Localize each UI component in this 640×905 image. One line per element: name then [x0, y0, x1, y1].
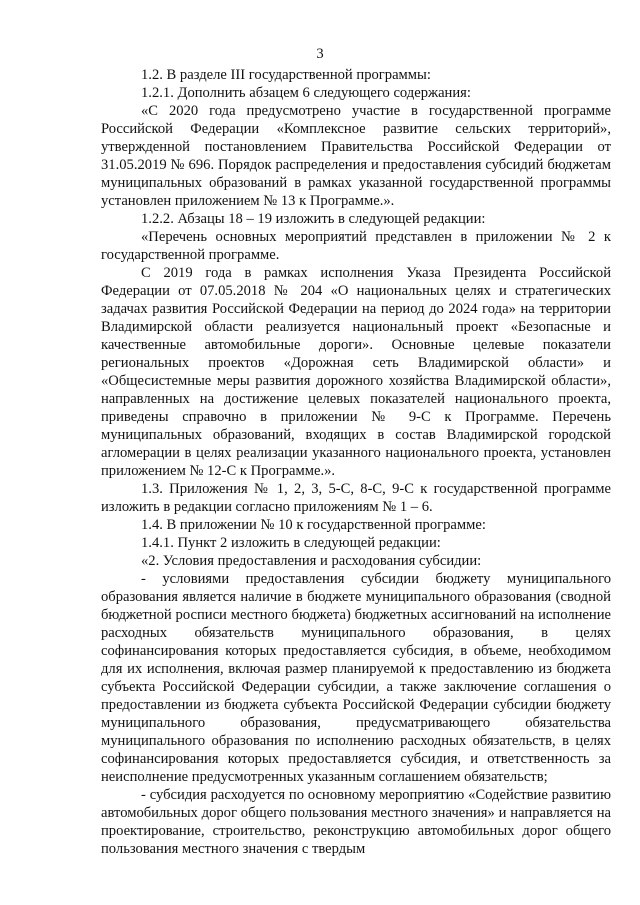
paragraph-1-2-1: 1.2.1. Дополнить абзацем 6 следующего содержания:	[141, 85, 471, 101]
paragraph-condition-budget: - условиями предоставления субсидии бюджету муниципального образования является наличие в бюджете муниципального образования (сводной бюджетной росписи местного бюджета) бюджетных ассигнований на исполнение расходных обязательств муниципального образования, в целях софинансирования которых предоставляется субсидия, в объеме, необходимом для их исполнения, включая размер планируемой к предоставлению из бюджета субъекта Российской Федерации субсидии, а также заключение соглашения о предоставлении из бюджета субъекта Российской Федерации субсидии бюджету муниципального образования, предусматривающего обязательства муниципального образования по исполнению расходных обязательств, в целях софинансирования которых предоставляется субсидия, и ответственность за неисполнение предусмотренных указанным соглашением обязательств;	[101, 571, 611, 785]
paragraph-1-4: 1.4. В приложении № 10 к государственной программе:	[141, 517, 486, 533]
paragraph-1-2: 1.2. В разделе III государственной программы:	[141, 67, 431, 83]
paragraph-1-4-1: 1.4.1. Пункт 2 изложить в следующей редакции:	[141, 535, 441, 551]
paragraph-1-3: 1.3. Приложения № 1, 2, 3, 5-С, 8-С, 9-С к государственной программе изложить в редакции согласно приложениям № 1 – 6.	[101, 481, 611, 515]
paragraph-1-2-2: 1.2.2. Абзацы 18 – 19 изложить в следующей редакции:	[141, 211, 486, 227]
paragraph-2020-participation: «С 2020 года предусмотрено участие в государственной программе Российской Федерации «Комплексное развитие сельских территорий», утвержденной постановлением Правительства Российской Федерации от 31.05.2019 № 696. Порядок распределения и предоставления субсидий бюджетам муниципальных образований в рамках указанной государственной программы установлен приложением № 13 к Программе.».	[101, 103, 611, 209]
page-number: 3	[316, 46, 324, 62]
paragraph-main-activities: «Перечень основных мероприятий представлен в приложении № 2 к государственной программе.	[101, 229, 611, 263]
document-body	[101, 66, 611, 858]
paragraph-national-project: С 2019 года в рамках исполнения Указа Президента Российской Федерации от 07.05.2018 № 204 «О национальных целях и стратегических задачах развития Российской Федерации на период до 2024 года» на территории Владимирской области реализуется национальный проект «Безопасные и качественные автомобильные дороги». Основные целевые показатели региональных проектов «Дорожная сеть Владимирской области» и «Общесистемные меры развития дорожного хозяйства Владимирской области», направленных на достижение целевых показателей национального проекта, приведены справочно в приложении № 9-С к Программе. Перечень муниципальных образований, входящих в состав Владимирской городской агломерации в целях реализации указанного национального проекта, установлен приложением № 12-С к Программе.».	[101, 265, 611, 479]
paragraph-condition-spending: - субсидия расходуется по основному мероприятию «Содействие развитию автомобильных дорог общего пользования местного значения» и направляется на проектирование, строительство, реконструкцию автомобильных дорог общего пользования местного значения с твердым	[101, 787, 611, 857]
paragraph-subsidy-conditions: «2. Условия предоставления и расходования субсидии:	[141, 553, 482, 569]
